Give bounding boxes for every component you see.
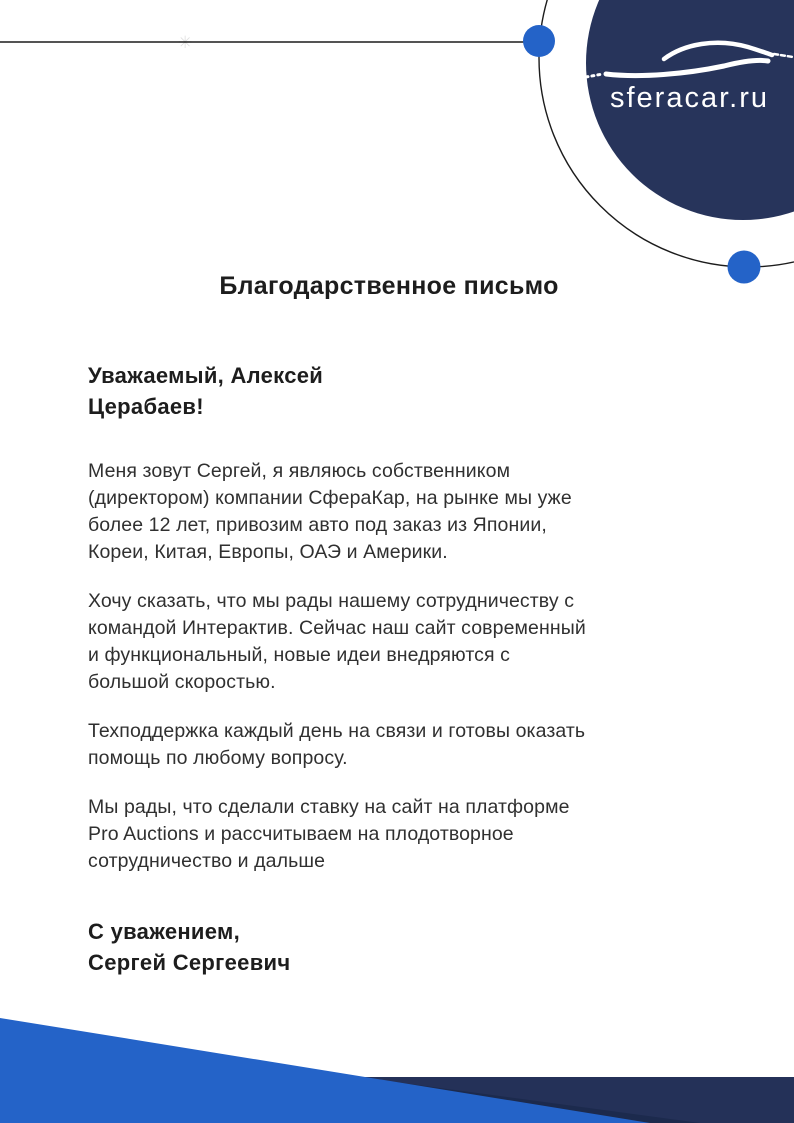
asterisk-mark-icon: ✳	[178, 33, 193, 52]
brand-wordmark: sferacar.ru	[610, 82, 769, 114]
paragraph-1	[88, 458, 688, 566]
paragraph-line: более 12 лет, привозим авто под заказ из Японии,	[88, 514, 547, 536]
blue-dot-top	[523, 25, 555, 57]
paragraph-line: Pro Auctions и рассчитываем на плодотворное	[88, 823, 514, 845]
letter-title: Благодарственное письмо	[219, 272, 559, 300]
paragraph-2	[88, 588, 688, 696]
letter-body	[88, 458, 688, 897]
paragraph-4	[88, 794, 688, 875]
paragraph-line: Кореи, Китая, Европы, ОАЭ и Америки.	[88, 541, 448, 563]
paragraph-line: (директором) компании СфераКар, на рынке мы уже	[88, 487, 572, 509]
greeting-line: Уважаемый, Алексей	[88, 363, 324, 388]
paragraph-line: сотрудничество и дальше	[88, 850, 326, 872]
paragraph-line: Мы рады, что сделали ставку на сайт на платформе	[88, 796, 570, 818]
paragraph-line: Меня зовут Сергей, я являюсь собственником	[88, 460, 511, 482]
greeting-line: Церабаев!	[88, 394, 204, 419]
paragraph-line: Техподдержка каждый день на связи и готовы оказать	[88, 720, 586, 742]
paragraph-line: командой Интерактив. Сейчас наш сайт современный	[88, 617, 586, 639]
signature-line: Сергей Сергеевич	[88, 950, 291, 975]
greeting-block	[88, 360, 323, 422]
paragraph-line: и функциональный, новые идеи внедряются с	[88, 644, 511, 666]
paragraph-3	[88, 718, 688, 772]
paragraph-line: помощь по любому вопросу.	[88, 747, 348, 769]
paragraph-line: большой скоростью.	[88, 671, 276, 693]
paragraph-line: Хочу сказать, что мы рады нашему сотрудничеству с	[88, 590, 575, 612]
footer-decoration	[0, 1000, 794, 1123]
footer-blue-triangle	[0, 1018, 650, 1123]
signature-block	[88, 916, 290, 978]
signature-line: С уважением,	[88, 919, 240, 944]
